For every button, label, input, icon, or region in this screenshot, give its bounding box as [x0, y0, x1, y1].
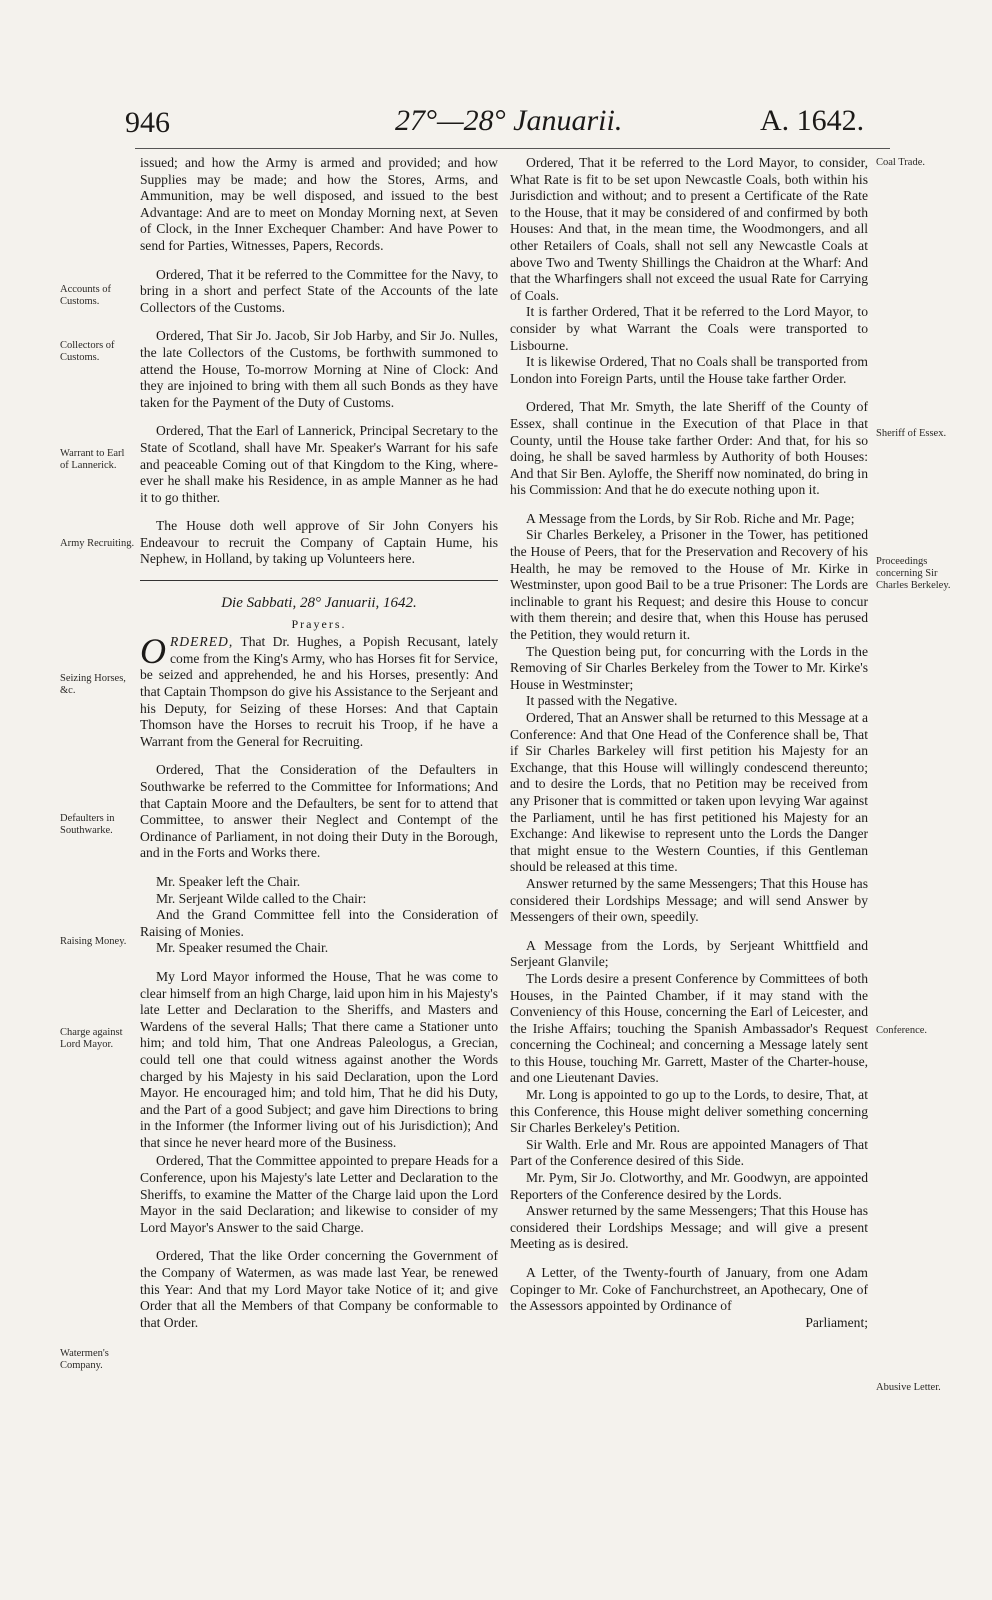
left-column	[140, 155, 498, 1331]
margin-note-raising: Raising Money.	[60, 936, 127, 947]
paragraph: A Message from the Lords, by Sir Rob. Riche and Mr. Page;	[526, 510, 855, 526]
paragraph: It is farther Ordered, That it be referred to the Lord Mayor, to consider by what Warrant the Coals were transported to Lisbourne.	[510, 304, 868, 353]
paragraph: Ordered, That it be referred to the Lord Mayor, to consider, What Rate is fit to be set upon Newcastle Coals, both within his Jurisdiction and without; and to present a Certificate of the Rate to the House, that it may be considered of and confirmed by both Houses: And that, in the mean time, the Woodmongers, and all other Retailers of Coals, shall not sell any Newcastle Coals at above Two and Twenty Shillings the Chaidron at the Wharf: And that the Wharfingers shall not exceed the usual Rate for Carrying of Coals.	[510, 155, 868, 303]
paragraph: The House doth well approve of Sir John Conyers his Endeavour to recruit the Company of Captain Hume, his Nephew, in Holland, by taking up Volunteers here.	[140, 518, 498, 567]
paragraph: Mr. Long is appointed to go up to the Lords, to desire, That, at this Conference, this House might deliver something concerning Sir Charles Berkeley's Petition.	[510, 1087, 868, 1136]
paragraph-end: Parliament;	[805, 1314, 868, 1330]
drop-cap: O	[140, 631, 166, 672]
margin-note-accounts: Accounts of Customs.	[60, 284, 112, 307]
paragraph: Ordered, That the Consideration of the Defaulters in Southwarke be referred to the Committee for Informations; And that Captain Moore and the Defaulters, be sent for to attend that Committee, to answer their Neglect and Contempt of the Ordinance of Parliament, in not doing their Duty in the Borough, and in the Forts and Works there.	[140, 762, 498, 861]
paragraph: Mr. Pym, Sir Jo. Clotworthy, and Mr. Goodwyn, are appointed Reporters of the Conference desired by the Lords.	[510, 1170, 868, 1202]
paragraph: Mr. Speaker left the Chair.	[156, 873, 301, 889]
paragraph: Answer returned by the same Messengers; That this House has considered their Lordships Message; and will send Answer by Messengers of their own, speedily.	[510, 875, 868, 925]
page-year: A. 1642.	[760, 104, 865, 137]
paragraph: A Letter, of the Twenty-fourth of January, from one Adam Copinger to Mr. Coke of Fanchurchstreet, an Apothecary, One of the Assessors appointed by Ordinance of	[510, 1265, 868, 1314]
paragraph: It passed with the Negative.	[526, 693, 678, 709]
paragraph	[140, 631, 498, 750]
section-divider	[140, 580, 498, 581]
paragraph: Mr. Speaker resumed the Chair.	[156, 940, 329, 956]
paragraph: A Message from the Lords, by Serjeant Whittfield and Serjeant Glanvile;	[510, 937, 868, 970]
day-heading: Die Sabbati, 28° Januarii, 1642.	[221, 595, 417, 612]
margin-note-conference: Conference.	[876, 1025, 928, 1036]
paragraph: Ordered, That the Committee appointed to prepare Heads for a Conference, upon his Majesty's late Letter and Declaration to the Sheriffs, to examine the Matter of the Charge laid upon the Lord Mayor in the said Declaration; and likewise to consider of my Lord Mayor's Answer to the said Charge.	[140, 1153, 498, 1235]
header-rule	[135, 148, 890, 149]
paragraph: It is likewise Ordered, That no Coals shall be transported from London into Foreign Parts, until the House take farther Order.	[510, 354, 868, 386]
ordered-lead: RDERED,	[170, 634, 234, 650]
page-date-heading: 27°—28° Januarii.	[395, 104, 623, 137]
margin-note-warrant: Warrant to Earl of Lannerick.	[60, 448, 125, 471]
paragraph: Ordered, That Mr. Smyth, the late Sheriff of the County of Essex, shall continue in the Execution of that Place in that County, until the House take farther Order: And that, for his so doing, he shall be saved harmless by Authority of both Houses: And that Sir Ben. Ayloffe, the Sheriff now nominated, do bring in his Commission: And that he do execute nothing upon it.	[510, 399, 868, 498]
paragraph: Ordered, That Sir Jo. Jacob, Sir Job Harby, and Sir Jo. Nulles, the late Collectors of the Customs, be forthwith summoned to attend the House, To-morrow Morning at Nine of Clock: And they are injoined to bring with them all such Bonds as they have taken for the Payment of the Duty of Customs.	[140, 328, 498, 410]
paragraph: Answer returned by the same Messengers; That this House has considered their Lordships Message; and will give a present Meeting as is desired.	[510, 1203, 868, 1252]
margin-note-collectors: Collectors of Customs.	[60, 340, 115, 363]
paragraph: Ordered, That the Earl of Lannerick, Principal Secretary to the State of Scotland, shall have Mr. Speaker's Warrant for his safe and peaceable Coming out of that Kingdom to the King, where-ever he shall make his Residence, in as ample Manner as he had it to go thither.	[140, 423, 498, 505]
paragraph: Ordered, That an Answer shall be returned to this Message at a Conference: And that One Head of the Conference shall be, That if Sir Charles Barkeley will first petition his Majesty for an Exchange, that this House will willingly condescend thereunto; and to desire the Lords, that no Petition may be received from any Prisoner that is committed or taken upon levying War against the Parliament, until he has first petitioned his Majesty for an Exchange: And likewise to represent unto the Lords the Danger that might ensue to the Western Counties, if this Gentleman should be released at this time.	[510, 710, 868, 875]
margin-note-coal: Coal Trade.	[876, 157, 926, 168]
paragraph: And the Grand Committee fell into the Consideration of Raising of Monies.	[140, 907, 498, 939]
margin-note-army: Army Recruiting.	[60, 538, 135, 549]
paragraph-text: That Dr. Hughes, a Popish Recusant, lately come from the King's Army, who has Horses fit for Service, be seized and apprehended, he and his Horses, presently: And that Captain Thompson do give his Assistance to the Serjeant and his Deputy, for Seizing of these Horses: And that Captain Thomson have the Horses to recruit his Troop, if he have a Warrant from the General for Recruiting.	[140, 634, 498, 749]
margin-note-watermen: Watermen's Company.	[60, 1348, 109, 1371]
paragraph: Ordered, That the like Order concerning the Government of the Company of Watermen, as was made last Year, be renewed this Year: And that my Lord Mayor take Notice of it; and give Order that all the Members of that Company be conformable to that Order.	[140, 1248, 498, 1330]
margin-note-defaulters: Defaulters in Southwarke.	[60, 813, 115, 836]
paragraph: issued; and how the Army is armed and provided; and how Supplies may be made; and how the Stores, Arms, and Ammunition, may be well disposed, and issued to the best Advantage: And are to meet on Monday Morning next, at Seven of Clock, in the Inner Exchequer Chamber: And have Power to send for Parties, Witnesses, Papers, Records.	[140, 155, 498, 253]
margin-note-sheriff: Sheriff of Essex.	[876, 428, 947, 439]
paragraph: Ordered, That it be referred to the Committee for the Navy, to bring in a short and perfect State of the Accounts of the late Collectors of the Customs.	[140, 266, 498, 315]
paragraph: Sir Walth. Erle and Mr. Rous are appointed Managers of That Part of the Conference desired of this Side.	[510, 1136, 868, 1169]
page-number: 946	[125, 106, 170, 139]
running-head	[0, 100, 992, 150]
paragraph: The Question being put, for concurring with the Lords in the Removing of Sir Charles Berkeley from the Tower to Mr. Kirke's House in Westminster;	[510, 643, 868, 692]
margin-note-charge: Charge against Lord Mayor.	[60, 1027, 123, 1050]
margin-note-seizing: Seizing Horses, &c.	[60, 673, 126, 696]
paragraph: Mr. Serjeant Wilde called to the Chair:	[156, 890, 367, 906]
right-column	[510, 155, 868, 1331]
prayers-heading: Prayers.	[291, 616, 347, 631]
paragraph: The Lords desire a present Conference by Committees of both Houses, in the Painted Chamber, if it may stand with the Conveniency of this House, concerning the Earl of Leicester, and the Irishe Affairs; touching the Spanish Ambassador's Request concerning the Cochineal; and concerning a Message lately sent to this House, touching Mr. Garrett, Master of the Charter-house, and one Lieutenant Davies.	[510, 970, 868, 1086]
paragraph: My Lord Mayor informed the House, That he was come to clear himself from an high Charge, laid upon him in his Majesty's late Letter and Declaration to the Sheriffs, and Masters and Wardens of the several Halls; That there came a Stationer unto him; and told him, That one Andreas Paleologus, a Grecian, could tell one that could witness against another the Words charged by his Majesty in his said Declaration, upon the Lord Mayor. He encouraged him; and told him, That he did his Duty, and the Part of a good Subject; and gave him Directions to bring in the Informer (the Informer living out of his Jurisdiction); And that since he never heard more of the Business.	[140, 968, 498, 1150]
margin-note-proceedings: Proceedings concerning Sir Charles Berkeley.	[876, 556, 951, 591]
margin-note-abusive: Abusive Letter.	[876, 1382, 941, 1393]
paragraph: Sir Charles Berkeley, a Prisoner in the Tower, has petitioned the House of Peers, that for the Preservation and Recovery of his Health, he may be removed to the House of Mr. Kirke in Westminster, upon good Bail to be a true Prisoner: The Lords are inclinable to grant his Request; and desire this House to concur with them therein; and desire that, when this House has perused the Petition, they would return it.	[510, 527, 868, 643]
